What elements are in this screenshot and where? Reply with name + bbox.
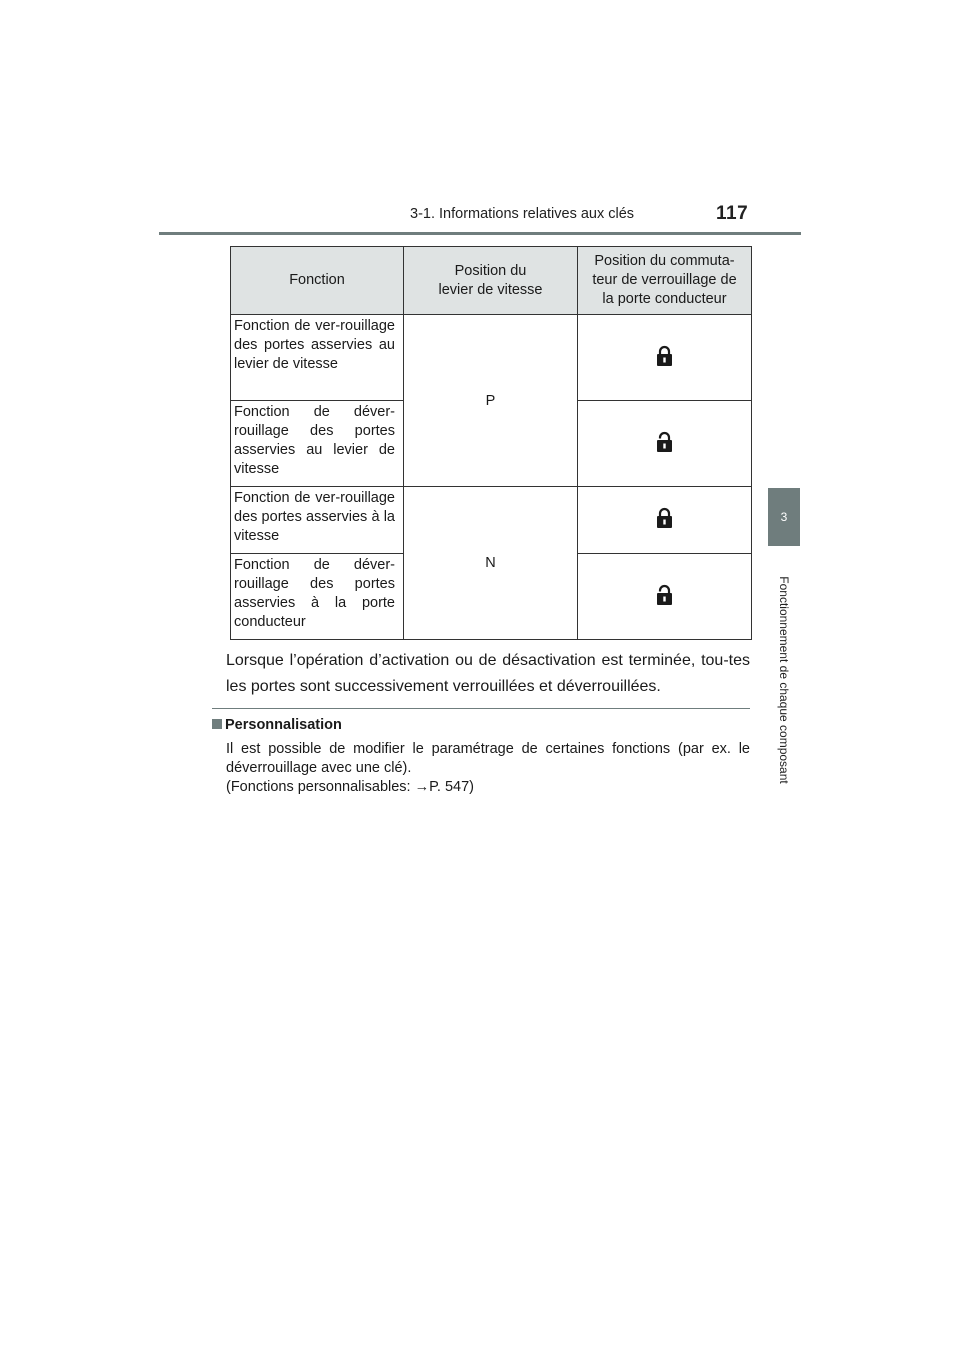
lock-open-icon [656, 584, 673, 606]
running-header-title: 3-1. Informations relatives aux clés [410, 206, 635, 222]
col-header-lever: Position du levier de vitesse [404, 247, 578, 315]
lock-closed-icon [656, 345, 673, 367]
page-reference: P. 547) [429, 779, 474, 795]
function-cell: Fonction de ver-rouillage des portes asservies au levier de vitesse [231, 315, 404, 401]
col-header-function: Fonction [231, 247, 404, 315]
square-bullet-icon [212, 719, 222, 729]
section-reference: (Fonctions personnalisables: →P. 547) [226, 779, 474, 795]
switch-position-cell [578, 315, 752, 401]
section-rule [212, 708, 750, 709]
after-table-paragraph: Lorsque l’opération d’activation ou de désactivation est terminée, tou-tes les portes sont successivement verrouillées et déverrouillées. [226, 652, 750, 695]
table-header-row [231, 247, 752, 315]
section-paragraph: Il est possible de modifier le paramétrage de certaines fonctions (par ex. le déverrouillage avec une clé). [226, 741, 750, 776]
chapter-side-label: Fonctionnement de chaque composant [777, 576, 791, 784]
section-title: Personnalisation [212, 717, 342, 733]
chapter-number: 3 [780, 510, 788, 524]
lock-open-icon [656, 431, 673, 453]
arrow-icon: → [414, 779, 430, 795]
header-rule [159, 232, 801, 235]
lock-closed-icon [656, 507, 673, 529]
section-body [226, 740, 750, 797]
chapter-tab [768, 488, 800, 546]
lever-position-cell: N [404, 487, 578, 640]
switch-position-cell [578, 554, 752, 640]
switch-position-cell [578, 401, 752, 487]
function-cell: Fonction de déver-rouillage des portes asservies à la porte conducteur [231, 554, 404, 640]
page-number: 117 [716, 203, 749, 224]
lever-position-cell: P [404, 315, 578, 487]
function-table [230, 246, 752, 640]
function-cell: Fonction de ver-rouillage des portes asservies à la vitesse [231, 487, 404, 554]
table-row [231, 315, 752, 401]
switch-position-cell [578, 487, 752, 554]
table-row [231, 487, 752, 554]
col-header-switch: Position du commuta- teur de verrouillage de la porte conducteur [578, 247, 752, 315]
function-cell: Fonction de déver-rouillage des portes asservies au levier de vitesse [231, 401, 404, 487]
